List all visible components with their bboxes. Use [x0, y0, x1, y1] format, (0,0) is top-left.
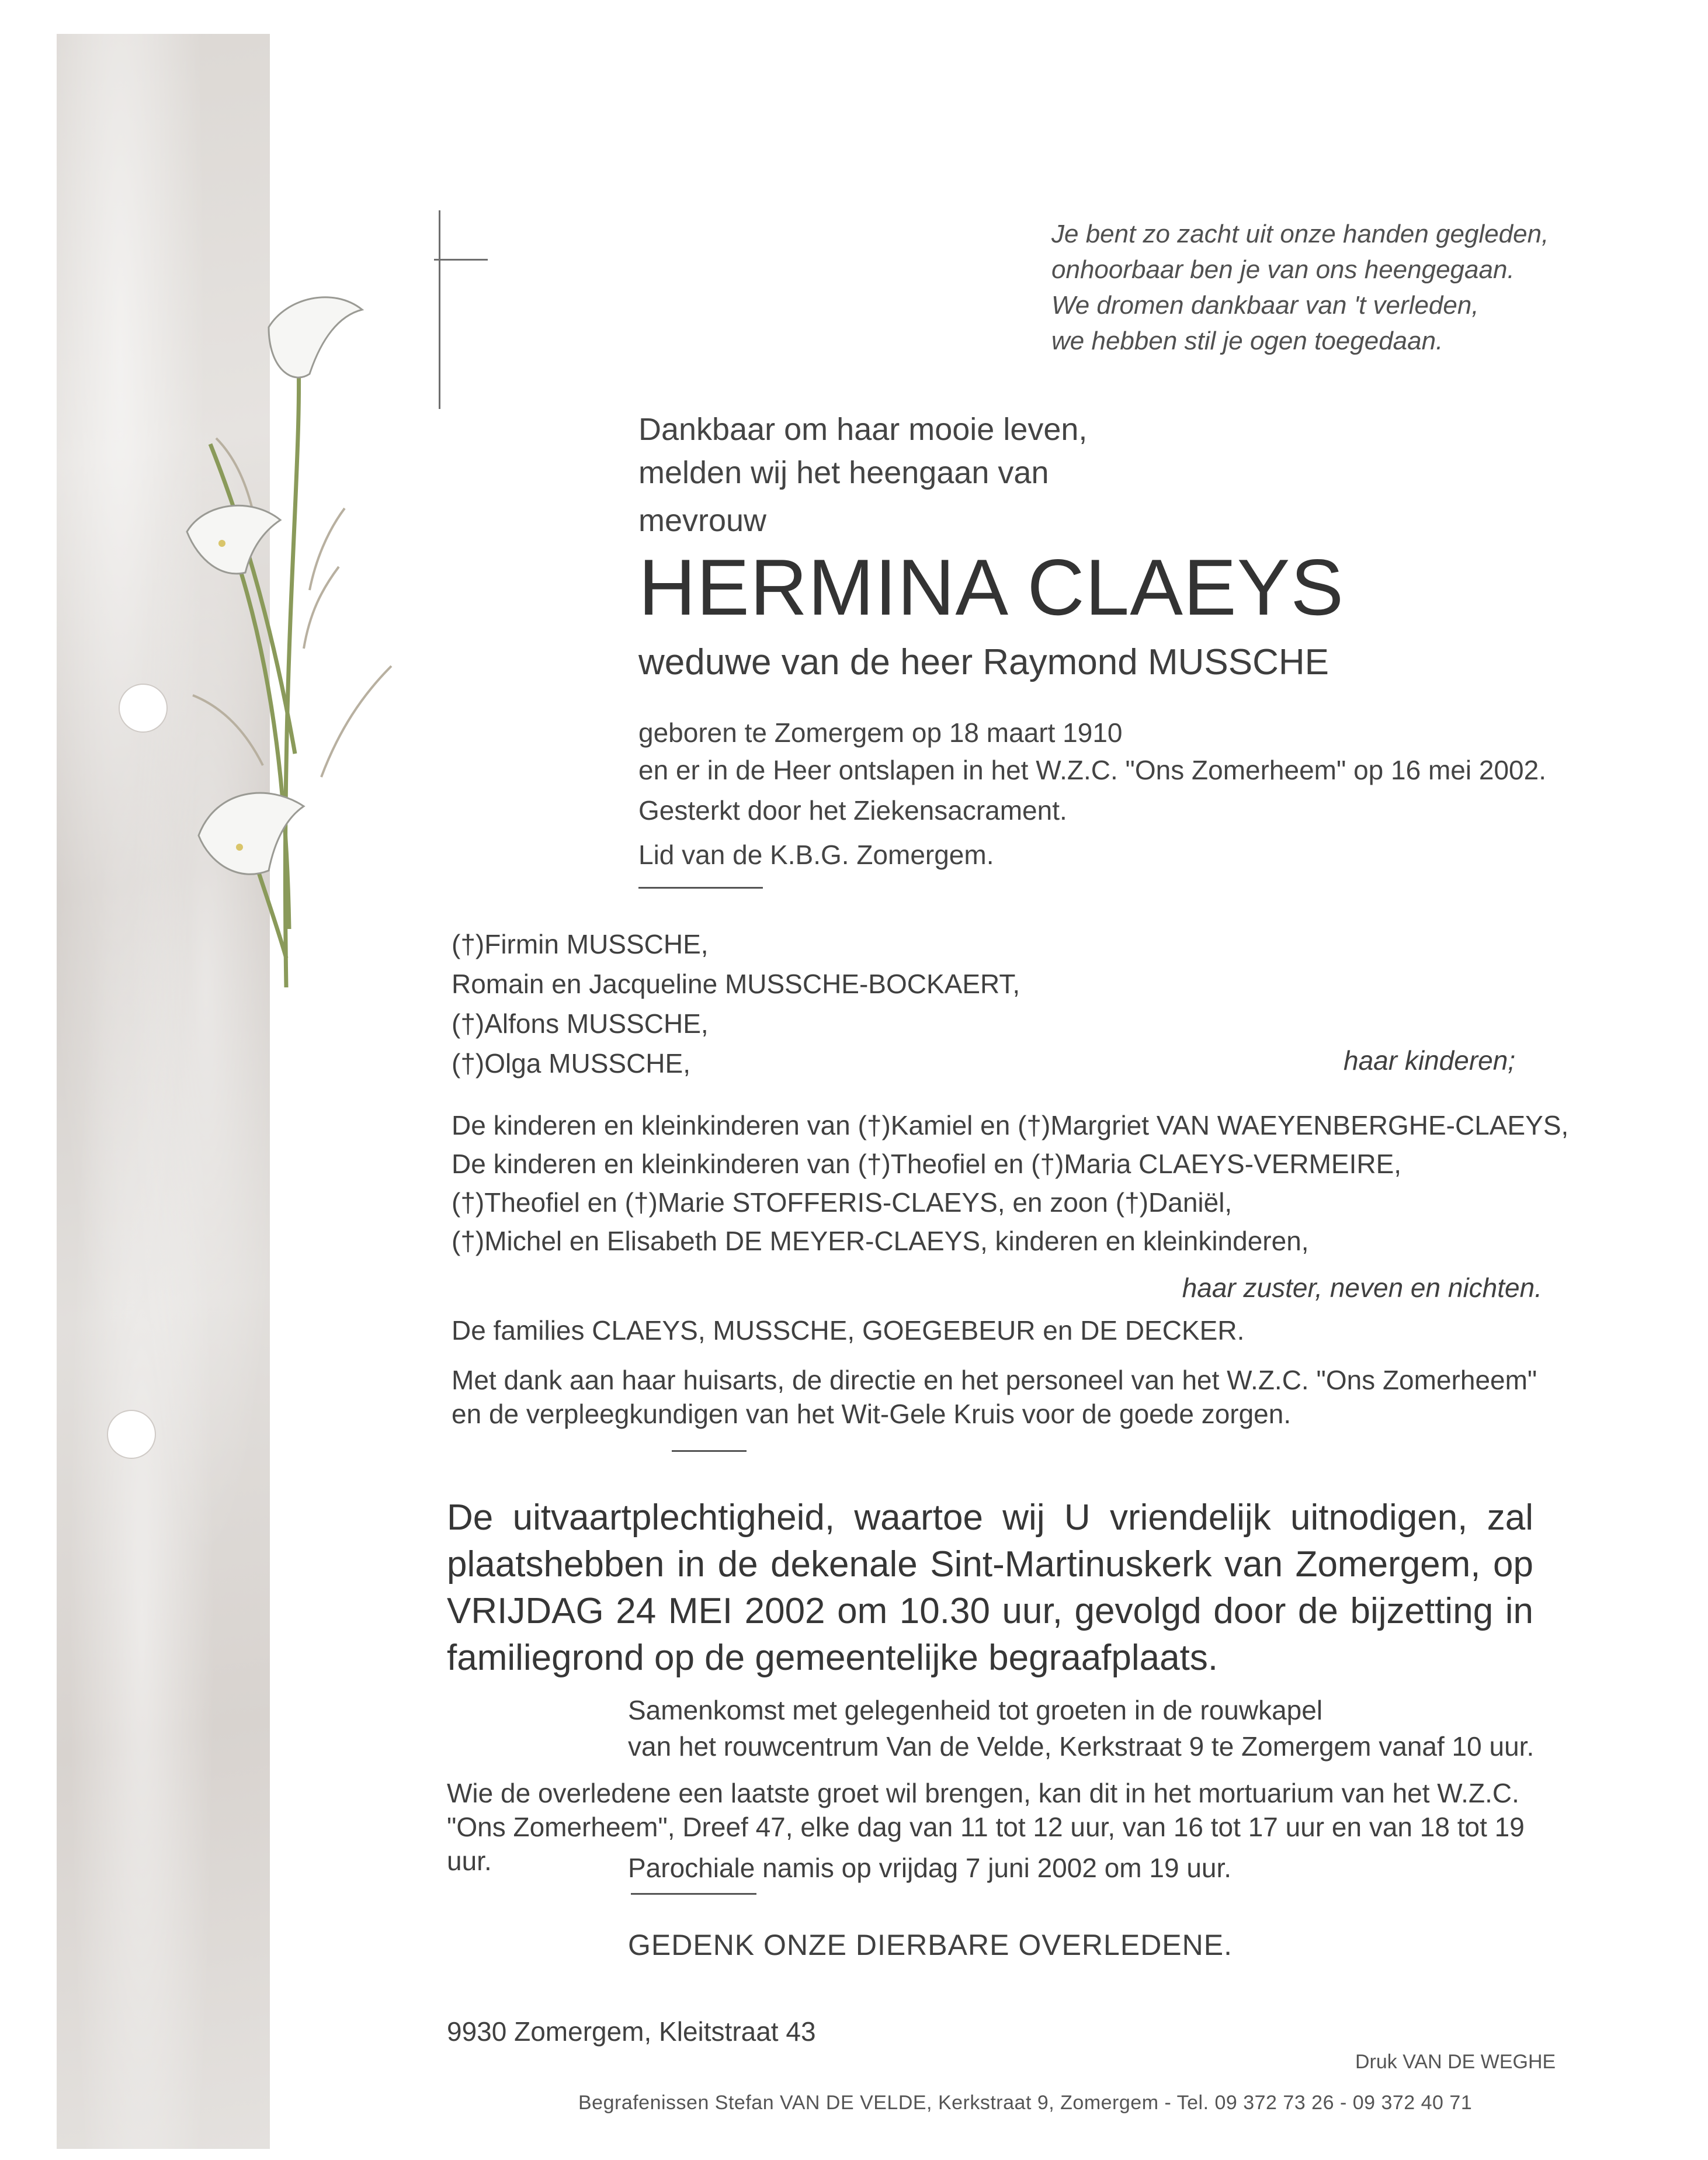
divider [631, 1893, 756, 1895]
birth-death-info [638, 714, 1546, 789]
relative-entry: De kinderen en kleinkinderen van (†)Kamiel en (†)Margriet VAN WAEYENBERGHE-CLAEYS, [452, 1110, 1569, 1140]
children-list [452, 924, 1020, 1083]
relatives-list [452, 1106, 1568, 1260]
meeting-line: van het rouwcentrum Van de Velde, Kerkstraat 9 te Zomergem vanaf 10 uur. [628, 1731, 1535, 1762]
remembrance-line: GEDENK ONZE DIERBARE OVERLEDENE. [628, 1929, 1233, 1961]
meeting-info [628, 1692, 1534, 1764]
printer-credit: Druk VAN DE WEGHE [1355, 2051, 1556, 2073]
relative-entry: De kinderen en kleinkinderen van (†)Theofiel en (†)Maria CLAEYS-VERMEIRE, [452, 1149, 1402, 1179]
divider [638, 887, 763, 889]
divider [672, 1450, 747, 1452]
ceremony-text: De uitvaartplechtigheid, waartoe wij U vriendelijk uitnodigen, zal plaatshebben in de dekenale Sint-Martinuskerk van Zomergem, op VRIJDAG 24 MEI 2002 om 10.30 uur, gevolgd door de bijzetting in familiegrond op de gemeentelijke begraafplaats. [447, 1497, 1533, 1678]
thanks-line: en de verpleegkundigen van het Wit-Gele Kruis voor de goede zorgen. [452, 1399, 1292, 1429]
widow-line: weduwe van de heer Raymond MUSSCHE [638, 642, 1329, 682]
intro-line: melden wij het heengaan van [638, 455, 1049, 490]
relative-entry: (†)Theofiel en (†)Marie STOFFERIS-CLAEYS, en zoon (†)Daniël, [452, 1187, 1233, 1218]
membership-line: Lid van de K.B.G. Zomergem. [638, 840, 994, 870]
thanks-text [452, 1363, 1537, 1431]
punch-hole [119, 684, 168, 733]
families-line: De families CLAEYS, MUSSCHE, GOEGEBEUR en DE DECKER. [452, 1315, 1245, 1346]
relatives-label: haar zuster, neven en nichten. [1182, 1273, 1542, 1303]
intro-line: Dankbaar om haar mooie leven, [638, 412, 1088, 447]
child-entry: Romain en Jacqueline MUSSCHE-BOCKAERT, [452, 969, 1020, 999]
relative-entry: (†)Michel en Elisabeth DE MEYER-CLAEYS, kinderen en kleinkinderen, [452, 1226, 1309, 1256]
birth-line: geboren te Zomergem op 18 maart 1910 [638, 717, 1123, 748]
cross-icon [439, 210, 440, 409]
cross-icon-bar [434, 259, 488, 261]
poem-line: Je bent zo zacht uit onze handen gegleden, [1051, 220, 1549, 248]
sacrament-line: Gesterkt door het Ziekensacrament. [638, 795, 1067, 826]
mass-info: Parochiale namis op vrijdag 7 juni 2002 om 19 uur. [628, 1853, 1232, 1883]
undertaker-credit: Begrafenissen Stefan VAN DE VELDE, Kerkstraat 9, Zomergem - Tel. 09 372 73 26 - 09 372 40 71 [578, 2092, 1473, 2114]
child-entry: (†)Olga MUSSCHE, [452, 1048, 690, 1079]
child-entry: (†)Firmin MUSSCHE, [452, 929, 709, 959]
child-entry: (†)Alfons MUSSCHE, [452, 1008, 709, 1039]
meeting-line: Samenkomst met gelegenheid tot groeten in de rouwkapel [628, 1695, 1323, 1725]
family-address: 9930 Zomergem, Kleitstraat 43 [447, 2016, 816, 2047]
honorific: mevrouw [638, 503, 767, 538]
calla-lily-icon [169, 286, 415, 999]
deceased-name: HERMINA CLAEYS [638, 543, 1345, 632]
poem-line: we hebben stil je ogen toegedaan. [1051, 327, 1443, 355]
punch-hole [107, 1410, 156, 1459]
children-label: haar kinderen; [1344, 1045, 1516, 1076]
poem-line: We dromen dankbaar van 't verleden, [1051, 291, 1479, 320]
poem [1051, 216, 1694, 359]
poem-line: onhoorbaar ben je van ons heengegaan. [1051, 255, 1515, 284]
intro-text [638, 408, 1087, 494]
death-line: en er in de Heer ontslapen in het W.Z.C. "Ons Zomerheem" op 16 mei 2002. [638, 755, 1547, 785]
mortuary-info: Wie de overledene een laatste groet wil brengen, kan dit in het mortuarium van het W.Z.C. "Ons Zomerheem", Dreef 47, elke dag van 11 tot 12 uur, van 16 tot 17 uur en van 18 tot 19 uur. [447, 1778, 1525, 1876]
thanks-line: Met dank aan haar huisarts, de directie en het personeel van het W.Z.C. "Ons Zomerheem" [452, 1365, 1537, 1395]
